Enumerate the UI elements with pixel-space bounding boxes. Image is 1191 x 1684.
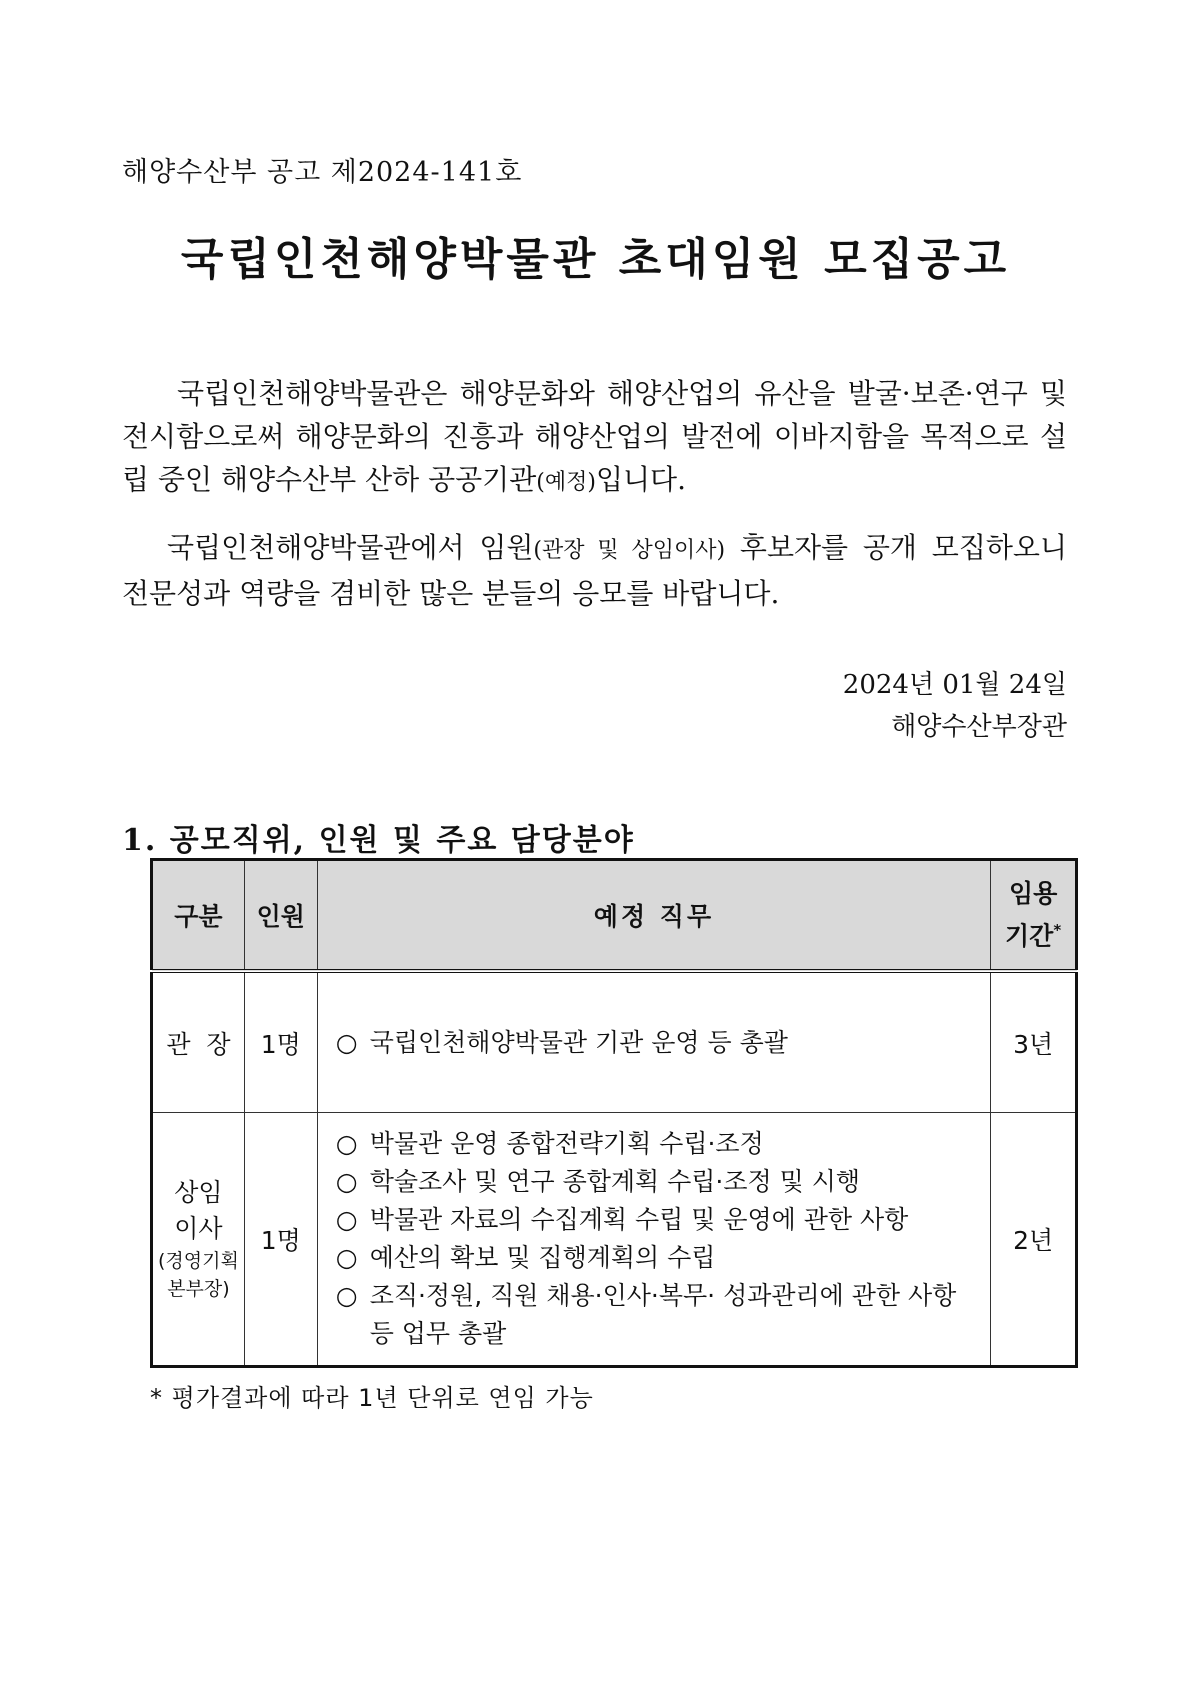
- section-title: 1. 공모직위, 인원 및 주요 담당분야: [122, 823, 635, 858]
- duty-text: 국립인천해양박물관 기관 운영 등 총괄: [369, 1027, 788, 1057]
- duty-item: [336, 1201, 979, 1239]
- circle-bullet-icon: ○: [335, 1129, 358, 1158]
- cell-duties: [317, 1113, 991, 1367]
- header-duties: 예정 직무: [317, 860, 991, 972]
- intro-paragraph-2-end: 후보자를 공개 모집하오니 전문성과 역량을 겸비한 많은 분들의 응모를 바랍니다.: [122, 531, 1068, 610]
- cell-duties: [317, 971, 991, 1113]
- circle-bullet-icon: ○: [335, 1027, 358, 1057]
- header-term: [991, 860, 1077, 972]
- intro-text: [122, 372, 1067, 637]
- circle-bullet-icon: ○: [335, 1281, 358, 1310]
- circle-bullet-icon: ○: [335, 1243, 358, 1272]
- cell-headcount: 1명: [244, 1113, 317, 1367]
- cell-position: [152, 1113, 245, 1367]
- header-category: 구분: [152, 860, 245, 972]
- intro-paragraph-1-end: 입니다.: [595, 463, 686, 496]
- positions-table: [150, 858, 1078, 1368]
- header-term-line2: 기간: [1005, 921, 1054, 951]
- duty-text: 박물관 자료의 수집계획 수립 및 운영에 관한 사항: [369, 1205, 909, 1234]
- cell-term: 2년: [991, 1113, 1077, 1367]
- duty-item: [336, 1024, 979, 1062]
- header-term-line1: 임용: [1008, 878, 1058, 908]
- intro-paragraph-2-start: 국립인천해양박물관에서 임원: [167, 531, 534, 564]
- duty-text: 조직·정원, 직원 채용·인사·복무· 성과관리에 관한 사항 등 업무 총괄: [369, 1281, 957, 1348]
- page-title: 국립인천해양박물관 초대임원 모집공고: [180, 234, 1011, 285]
- duty-text: 예산의 확보 및 집행계획의 수립: [369, 1243, 716, 1272]
- duty-item: [336, 1163, 979, 1201]
- duty-item: [336, 1125, 979, 1163]
- circle-bullet-icon: ○: [335, 1167, 358, 1196]
- table-header-row: [152, 860, 1077, 972]
- intro-paragraph-2-note: (관장 및 상임이사): [533, 538, 726, 563]
- issuer-name: 해양수산부장관: [891, 712, 1067, 742]
- intro-paragraph-2: [122, 526, 1067, 615]
- position-note-line-2: 본부장): [167, 1278, 230, 1300]
- table-row: [152, 971, 1077, 1113]
- notice-number: 해양수산부 공고 제2024-141호: [122, 157, 523, 188]
- cell-position: 관 장: [152, 971, 245, 1113]
- header-term-mark: *: [1053, 920, 1062, 939]
- position-line-2: 이사: [174, 1214, 223, 1243]
- notice-date: 2024년 01월 24일: [842, 670, 1067, 700]
- intro-paragraph-1-text: 국립인천해양박물관은 해양문화와 해양산업의 유산을 발굴·보존·연구 및 전시함으로써 해양문화의 진흥과 해양산업의 발전에 이바지함을 목적으로 설립 중인 해양수산부 산하 공공기관: [122, 377, 1067, 496]
- duty-text: 박물관 운영 종합전략기획 수립·조정: [369, 1129, 764, 1158]
- table-row: [152, 1113, 1077, 1367]
- table-footnote: * 평가결과에 따라 1년 단위로 연임 가능: [150, 1384, 594, 1412]
- duty-item: [336, 1239, 979, 1277]
- position-note-line-1: (경영기획: [158, 1250, 239, 1272]
- cell-headcount: 1명: [244, 971, 317, 1113]
- position-line-1: 상임: [174, 1178, 223, 1207]
- intro-paragraph-1-note: (예정): [536, 470, 596, 495]
- intro-paragraph-1: [122, 372, 1067, 504]
- duty-item: [336, 1277, 979, 1353]
- header-headcount: 인원: [244, 860, 317, 972]
- duty-text: 학술조사 및 연구 종합계획 수립·조정 및 시행: [369, 1167, 861, 1196]
- circle-bullet-icon: ○: [335, 1205, 358, 1234]
- positions-table-wrapper: [150, 858, 1078, 1368]
- cell-term: 3년: [991, 971, 1077, 1113]
